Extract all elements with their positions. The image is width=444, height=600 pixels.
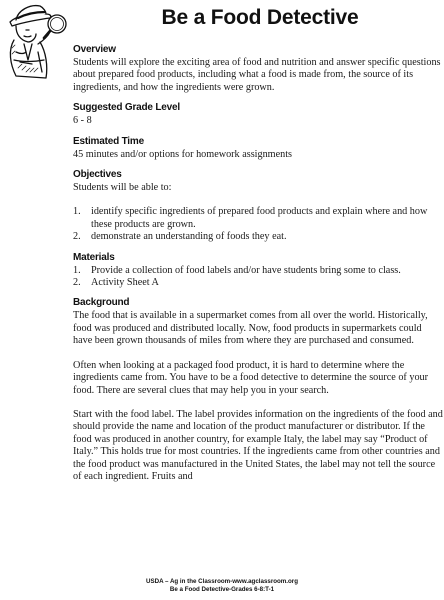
grade-section	[73, 102, 443, 127]
list-item-text: demonstrate an understanding of foods they eat.	[91, 231, 287, 243]
objectives-section	[73, 169, 443, 244]
list-item-number: 2.	[73, 231, 81, 243]
document-body	[73, 44, 443, 483]
list-item-number: 1.	[73, 206, 81, 218]
background-paragraph: The food that is available in a supermarket comes from all over the world. Historically, food was produced and distributed locally. Now, food products in supermarkets could have been grown thousands of miles from where they are purchased and consumed.	[73, 310, 428, 347]
list-item	[73, 277, 443, 289]
grade-text: 6 - 8	[73, 115, 92, 127]
overview-section	[73, 44, 443, 94]
materials-section	[73, 252, 443, 290]
materials-heading: Materials	[73, 251, 115, 263]
background-heading: Background	[73, 297, 130, 309]
time-heading: Estimated Time	[73, 135, 144, 147]
objectives-intro: Students will be able to:	[73, 182, 172, 194]
overview-text: Students will explore the exciting area of food and nutrition and answer specific questions about prepared food products, including what a food is made from, the source of its ingredients, and how the ingredients were grown.	[73, 57, 441, 93]
list-item	[73, 206, 443, 231]
list-item	[73, 265, 443, 277]
list-item-text: Activity Sheet A	[91, 277, 159, 289]
background-paragraph: Often when looking at a packaged food product, it is hard to determine where the ingredients came from. You have to be a food detective to determine the source of your food. There are several clues that may help you in your search.	[73, 359, 429, 396]
background-paragraph: Start with the food label. The label provides information on the ingredients of the food and should provide the name and location of the product manufacturer or distributor. If the food was produced in another country, for example Italy, the label may say “Product of Italy.” This holds true for most countries. If the ingredients came from other countries and the food product was manufactured in the United States, the label may not tell the source of each ingredient. Fruits and	[73, 408, 443, 482]
list-item-text: Provide a collection of food labels and/or have students bring some to class.	[91, 264, 401, 276]
list-item-number: 1.	[73, 264, 81, 276]
page-title: Be a Food Detective	[161, 6, 359, 29]
background-section	[73, 297, 443, 483]
detective-icon	[2, 0, 70, 80]
time-section	[73, 136, 443, 161]
objectives-heading: Objectives	[73, 169, 122, 181]
list-item-number: 2.	[73, 277, 81, 289]
list-item	[73, 231, 443, 243]
footer-line: USDA – Ag in the Classroom-www.agclassroom.org	[146, 578, 298, 585]
list-item-text: identify specific ingredients of prepared food products and explain where and how these products are grown.	[91, 206, 428, 230]
footer-line: Be a Food Detective-Grades 6-8:T-1	[169, 586, 275, 593]
grade-heading: Suggested Grade Level	[73, 102, 180, 114]
materials-list	[73, 265, 443, 290]
page-footer	[0, 578, 444, 594]
overview-heading: Overview	[73, 44, 116, 55]
objectives-list	[73, 206, 443, 243]
time-text: 45 minutes and/or options for homework assignments	[73, 148, 293, 160]
